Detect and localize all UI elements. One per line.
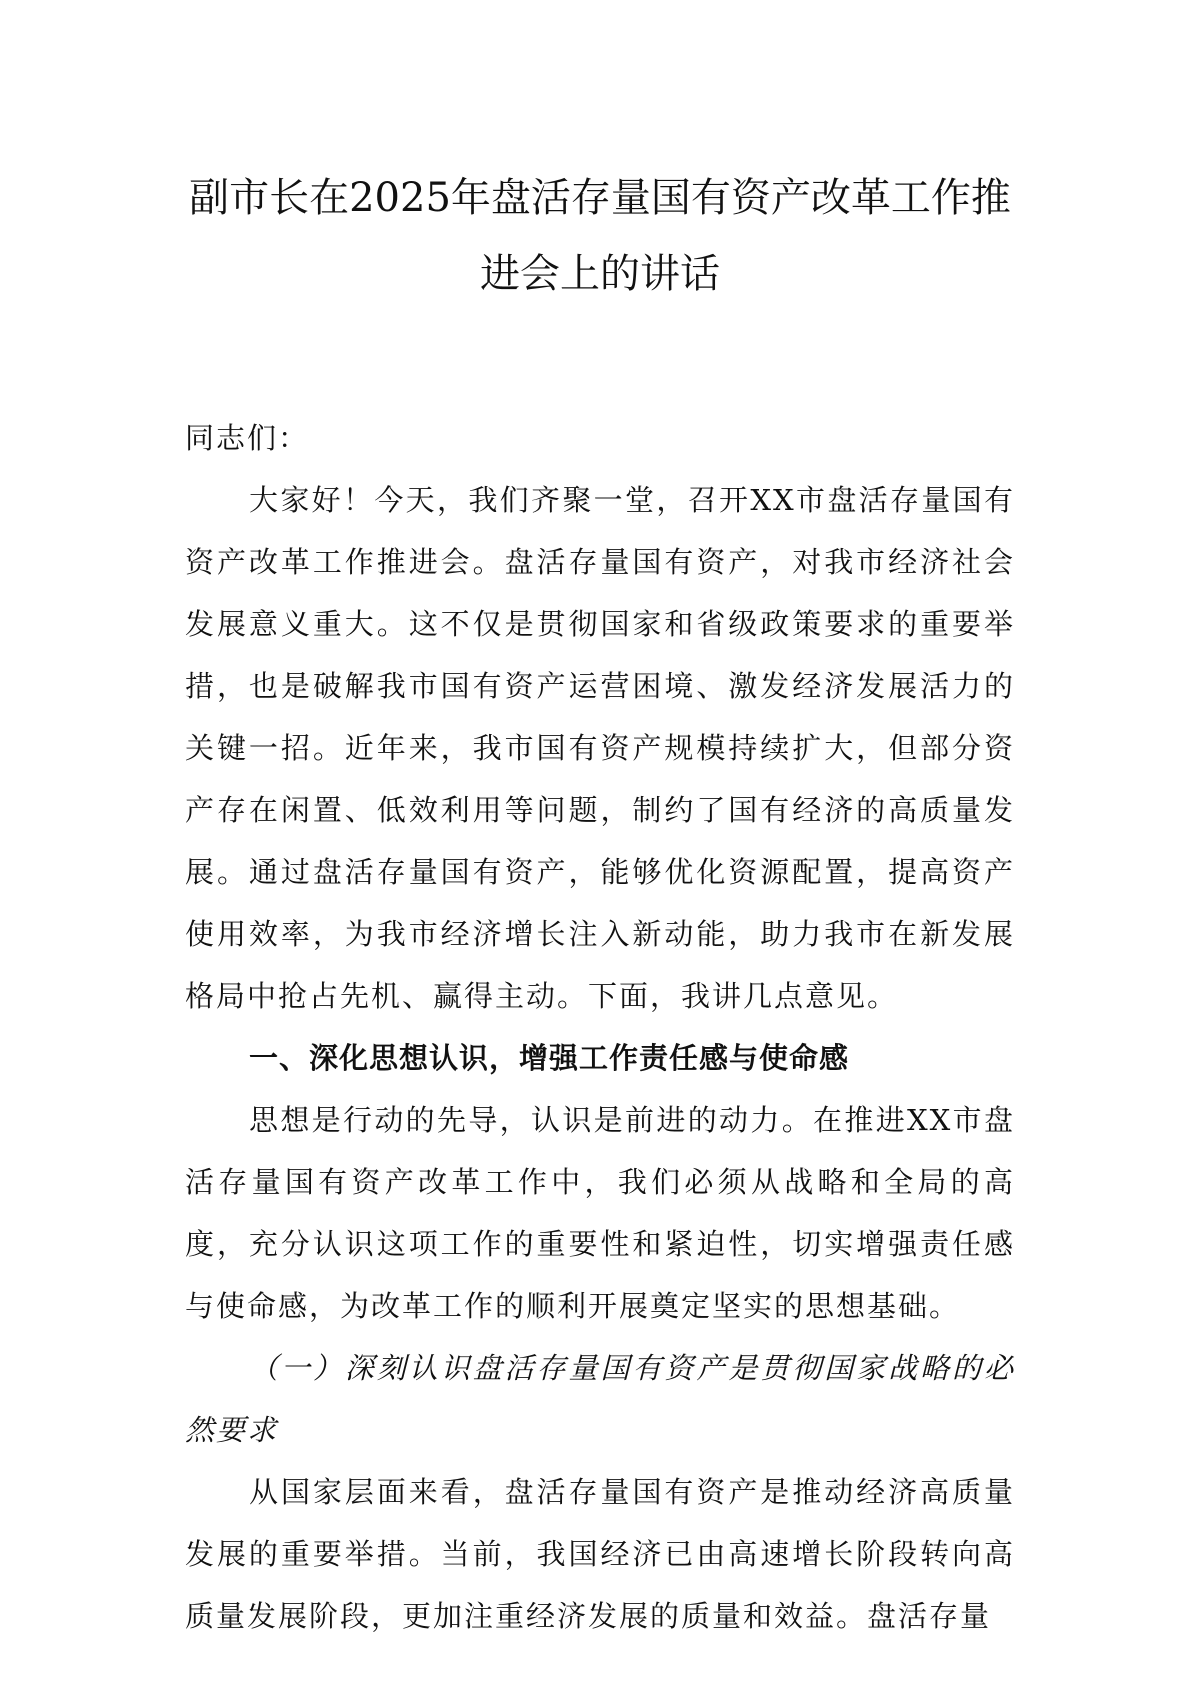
section-heading-1: 一、深化思想认识，增强工作责任感与使命感 [249,1041,850,1075]
salutation: 同志们： [185,421,310,455]
subsection-heading-1: （一）深刻认识盘活存量国有资产是贯彻国家战略的必然要求 [185,1351,1015,1447]
subsection-1-paragraph: 从国家层面来看，盘活存量国有资产是推动经济高质量发展的重要举措。当前，我国经济已由高速增长阶段转向高质量发展阶段，更加注重经济发展的质量和效益。盘活存量 [185,1475,1015,1633]
section-1-paragraph: 思想是行动的先导，认识是前进的动力。在推进XX市盘活存量国有资产改革工作中，我们必须从战略和全局的高度，充分认识这项工作的重要性和紧迫性，切实增强责任感与使命感，为改革工作的顺利开展奠定坚实的思想基础。 [185,1103,1015,1323]
document-page [185,160,1015,1647]
intro-paragraph: 大家好！今天，我们齐聚一堂，召开XX市盘活存量国有资产改革工作推进会。盘活存量国有资产，对我市经济社会发展意义重大。这不仅是贯彻国家和省级政策要求的重要举措，也是破解我市国有资产运营困境、激发经济发展活力的关键一招。近年来，我市国有资产规模持续扩大，但部分资产存在闲置、低效利用等问题，制约了国有经济的高质量发展。通过盘活存量国有资产，能够优化资源配置，提高资产使用效率，为我市经济增长注入新动能，助力我市在新发展格局中抢占先机、赢得主动。下面，我讲几点意见。 [185,483,1015,1013]
document-title: 副市长在2025年盘活存量国有资产改革工作推进会上的讲话 [189,175,1011,297]
